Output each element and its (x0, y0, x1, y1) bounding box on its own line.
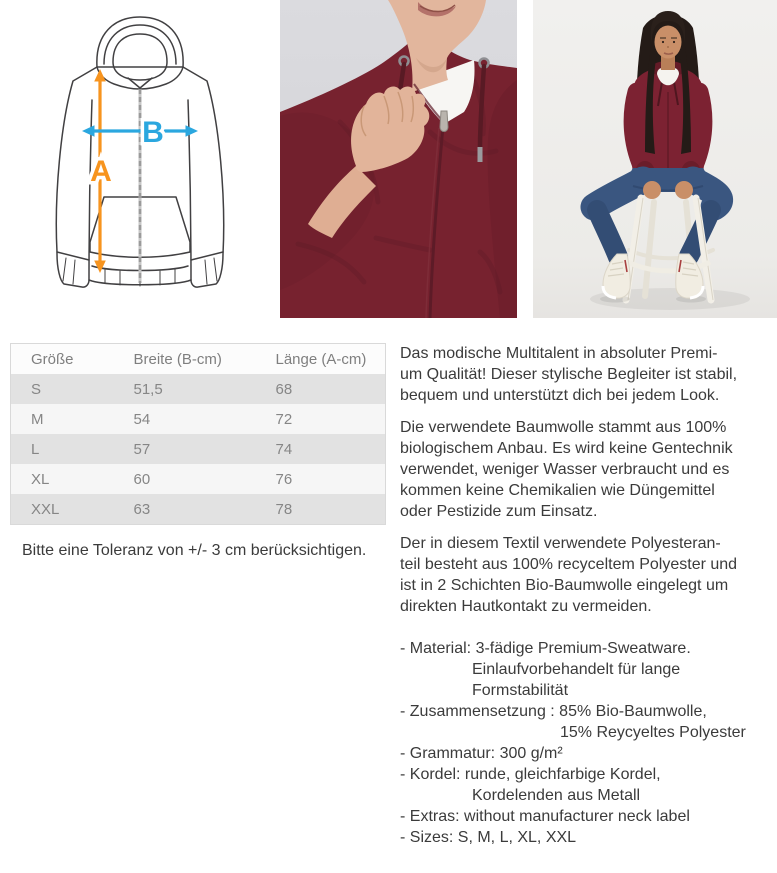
size-table (10, 343, 386, 525)
model-fullbody-photo[interactable] (533, 0, 777, 318)
description-line: verwendet, weniger Wasser verbraucht und es (400, 461, 730, 478)
size-table-cell: XL (31, 470, 50, 488)
size-table-header-row (11, 344, 386, 375)
description-line: Die verwendete Baumwolle stammt aus 100% (400, 419, 727, 436)
description-line: Das modische Multitalent in absoluter Premi- (400, 345, 718, 362)
size-table-row (11, 434, 386, 464)
description-line: kommen keine Chemikalien wie Düngemittel (400, 482, 715, 499)
product-description (400, 343, 777, 848)
size-table-cell: 51,5 (133, 380, 163, 398)
size-table-header-cell: Größe (31, 350, 74, 368)
size-table-cell: XXL (31, 500, 60, 518)
description-paragraph (400, 343, 771, 406)
product-gallery (0, 0, 777, 318)
description-paragraph (400, 417, 771, 522)
description-paragraph (400, 533, 771, 617)
description-line: ist in 2 Schichten Bio-Baumwolle eingelegt um (400, 577, 729, 594)
spec-line: - Extras: without manufacturer neck label (400, 808, 690, 825)
spec-line: - Kordel: runde, gleichfarbige Kordel, (400, 766, 661, 783)
size-table-row (11, 494, 386, 525)
hoodie-measurement-diagram[interactable] (0, 0, 280, 318)
measure-label-a: A (90, 155, 112, 188)
size-section (0, 343, 400, 848)
size-table-row (11, 464, 386, 494)
description-line: teil besteht aus 100% recyceltem Polyester und (400, 556, 738, 573)
size-table-cell: 63 (133, 500, 151, 518)
product-details (0, 318, 777, 848)
size-table-cell: L (31, 440, 40, 458)
size-table-cell: 76 (275, 470, 293, 488)
hoodie-diagram-drawing (0, 0, 280, 318)
fullbody-illustration (533, 0, 777, 318)
model-hands (643, 181, 661, 199)
spec-line: - Material: 3-fädige Premium-Sweatware. (400, 640, 691, 657)
description-line: Der in diesem Textil verwendete Polyesteran- (400, 535, 721, 552)
spec-line: Kordelenden aus Metall (472, 787, 641, 804)
size-table-cell: 78 (275, 500, 293, 518)
size-table-cell: 72 (275, 410, 293, 428)
description-line: um Qualität! Dieser stylische Begleiter ist stabil, (400, 366, 738, 383)
size-table-cell: 57 (133, 440, 151, 458)
size-table-header-cell: Länge (A-cm) (275, 350, 367, 368)
closeup-illustration (280, 0, 517, 318)
spec-line: Formstabilität (472, 682, 569, 699)
spec-list (400, 638, 771, 848)
model-closeup-photo[interactable] (280, 0, 517, 318)
size-table-header-cell: Breite (B-cm) (133, 350, 222, 368)
description-line: bequem und unterstützt dich bei jedem Look. (400, 387, 720, 404)
tolerance-note: Bitte eine Toleranz von +/- 3 cm berücksichtigen. (22, 542, 367, 559)
size-table-row (11, 404, 386, 434)
spec-line: - Grammatur: 300 g/m² (400, 745, 563, 762)
size-table-cell: 68 (275, 380, 293, 398)
size-table-cell: M (31, 410, 44, 428)
spec-line: - Zusammensetzung : 85% Bio-Baumwolle, (400, 703, 707, 720)
size-table-cell: 74 (275, 440, 293, 458)
size-table-cell: 60 (133, 470, 151, 488)
size-table-row (11, 374, 386, 404)
model-hand-right (675, 181, 693, 199)
spec-line: Einlaufvorbehandelt für lange (472, 661, 681, 678)
spec-line: 15% Reycyeltes Polyester (560, 724, 746, 741)
measure-label-b: B (142, 116, 164, 149)
description-line: direkten Hautkontakt zu vermeiden. (400, 598, 652, 615)
spec-line: - Sizes: S, M, L, XL, XXL (400, 829, 577, 846)
description-line: biologischem Anbau. Es wird keine Gentechnik (400, 440, 733, 457)
size-table-cell: S (31, 380, 42, 398)
description-line: oder Pestizide zum Einsatz. (400, 503, 598, 520)
size-table-cell: 54 (133, 410, 151, 428)
